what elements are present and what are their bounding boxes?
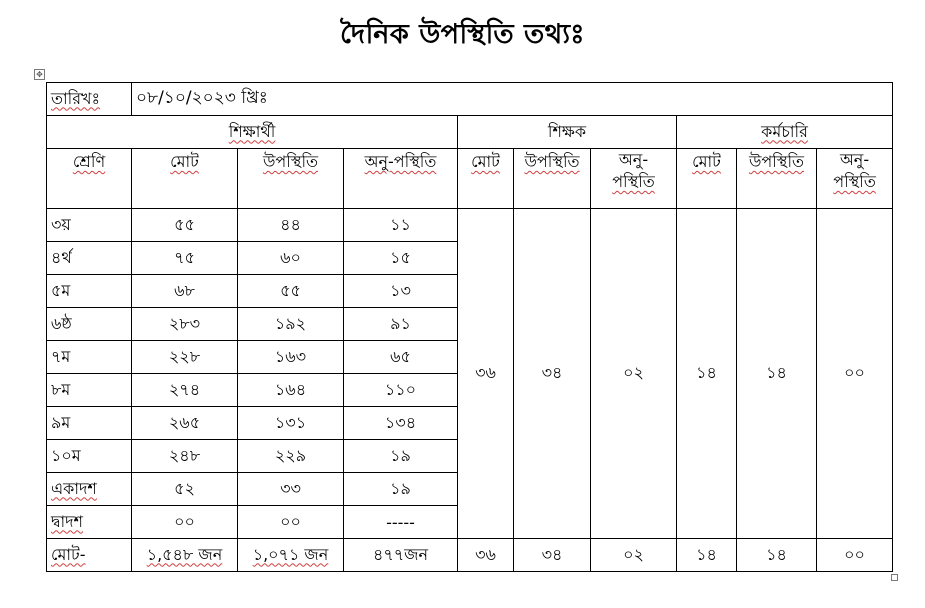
class-cell: ৬ষ্ঠ <box>47 308 132 341</box>
students-total-cell: ৭৫ <box>132 242 238 275</box>
totals-teachers-absent: ০২ <box>591 539 677 572</box>
teachers-absent-cell: ০২ <box>591 209 677 539</box>
col-header-staff-total: মোট <box>677 149 737 209</box>
totals-row <box>47 539 893 572</box>
totals-staff-total: ১৪ <box>677 539 737 572</box>
students-absent-cell: ১৯ <box>344 440 458 473</box>
teachers-group-header: শিক্ষক <box>458 116 677 149</box>
class-cell: ৮ম <box>47 374 132 407</box>
totals-staff-present: ১৪ <box>737 539 817 572</box>
date-row <box>47 83 893 116</box>
students-total-cell: ২৮৩ <box>132 308 238 341</box>
class-cell: ৯ম <box>47 407 132 440</box>
staff-present-cell: ১৪ <box>737 209 817 539</box>
col-header-teachers-present: উপস্থিতি <box>514 149 591 209</box>
col-header-students-total: মোট <box>132 149 238 209</box>
col-header-class: শ্রেণি <box>47 149 132 209</box>
students-total-cell: ৫২ <box>132 473 238 506</box>
students-group-header: শিক্ষার্থী <box>47 116 458 149</box>
totals-staff-absent: ০০ <box>817 539 893 572</box>
students-absent-cell: ----- <box>344 506 458 539</box>
students-present-cell: ১৬৪ <box>238 374 344 407</box>
students-absent-cell: ১৩৪ <box>344 407 458 440</box>
totals-students-total: ১,৫৪৮ জন <box>132 539 238 572</box>
students-present-cell: ২২৯ <box>238 440 344 473</box>
col-header-students-present: উপস্থিতি <box>238 149 344 209</box>
students-absent-cell: ৬৫ <box>344 341 458 374</box>
class-cell: ৭ম <box>47 341 132 374</box>
students-total-cell: ২৪৮ <box>132 440 238 473</box>
students-present-cell: ৩৩ <box>238 473 344 506</box>
group-header-row <box>47 116 893 149</box>
class-cell: ৪র্থ <box>47 242 132 275</box>
students-absent-cell: ১১০ <box>344 374 458 407</box>
table-resize-handle[interactable] <box>891 574 898 581</box>
students-present-cell: ৫৫ <box>238 275 344 308</box>
students-absent-cell: ১৩ <box>344 275 458 308</box>
table-row <box>47 209 893 242</box>
students-total-cell: ২৭৪ <box>132 374 238 407</box>
col-header-students-absent: অনু-পস্থিতি <box>344 149 458 209</box>
column-header-row <box>47 149 893 209</box>
students-present-cell: ০০ <box>238 506 344 539</box>
table-move-handle-icon[interactable]: ✥ <box>34 69 45 80</box>
students-present-cell: ৪৪ <box>238 209 344 242</box>
class-cell: ৩য় <box>47 209 132 242</box>
students-total-cell: ৬৮ <box>132 275 238 308</box>
students-total-cell: ৫৫ <box>132 209 238 242</box>
totals-students-absent: ৪৭৭জন <box>344 539 458 572</box>
teachers-total-cell: ৩৬ <box>458 209 514 539</box>
students-absent-cell: ১৫ <box>344 242 458 275</box>
students-present-cell: ৬০ <box>238 242 344 275</box>
students-present-cell: ১৬৩ <box>238 341 344 374</box>
col-header-teachers-total: মোট <box>458 149 514 209</box>
class-cell: ১০ম <box>47 440 132 473</box>
teachers-present-cell: ৩৪ <box>514 209 591 539</box>
students-absent-cell: ১৯ <box>344 473 458 506</box>
totals-students-present: ১,০৭১ জন <box>238 539 344 572</box>
date-label: তারিখঃ <box>47 83 132 116</box>
students-present-cell: ১৯২ <box>238 308 344 341</box>
class-cell: দ্বাদশ <box>47 506 132 539</box>
staff-total-cell: ১৪ <box>677 209 737 539</box>
class-cell: একাদশ <box>47 473 132 506</box>
students-total-cell: ২৬৫ <box>132 407 238 440</box>
col-header-staff-absent: অনু- পস্থিতি <box>817 149 893 209</box>
totals-teachers-present: ৩৪ <box>514 539 591 572</box>
staff-group-header: কর্মচারি <box>677 116 893 149</box>
page-title: দৈনিক উপস্থিতি তথ্যঃ <box>339 19 586 50</box>
students-absent-cell: ১১ <box>344 209 458 242</box>
col-header-staff-present: উপস্থিতি <box>737 149 817 209</box>
staff-absent-cell: ০০ <box>817 209 893 539</box>
date-value: ০৮/১০/২০২৩ খ্রিঃ <box>132 83 893 116</box>
students-absent-cell: ৯১ <box>344 308 458 341</box>
students-present-cell: ১৩১ <box>238 407 344 440</box>
class-cell: ৫ম <box>47 275 132 308</box>
totals-label: মোট- <box>47 539 132 572</box>
students-total-cell: ২২৮ <box>132 341 238 374</box>
students-total-cell: ০০ <box>132 506 238 539</box>
col-header-teachers-absent: অনু- পস্থিতি <box>591 149 677 209</box>
attendance-table <box>46 82 893 572</box>
totals-teachers-total: ৩৬ <box>458 539 514 572</box>
